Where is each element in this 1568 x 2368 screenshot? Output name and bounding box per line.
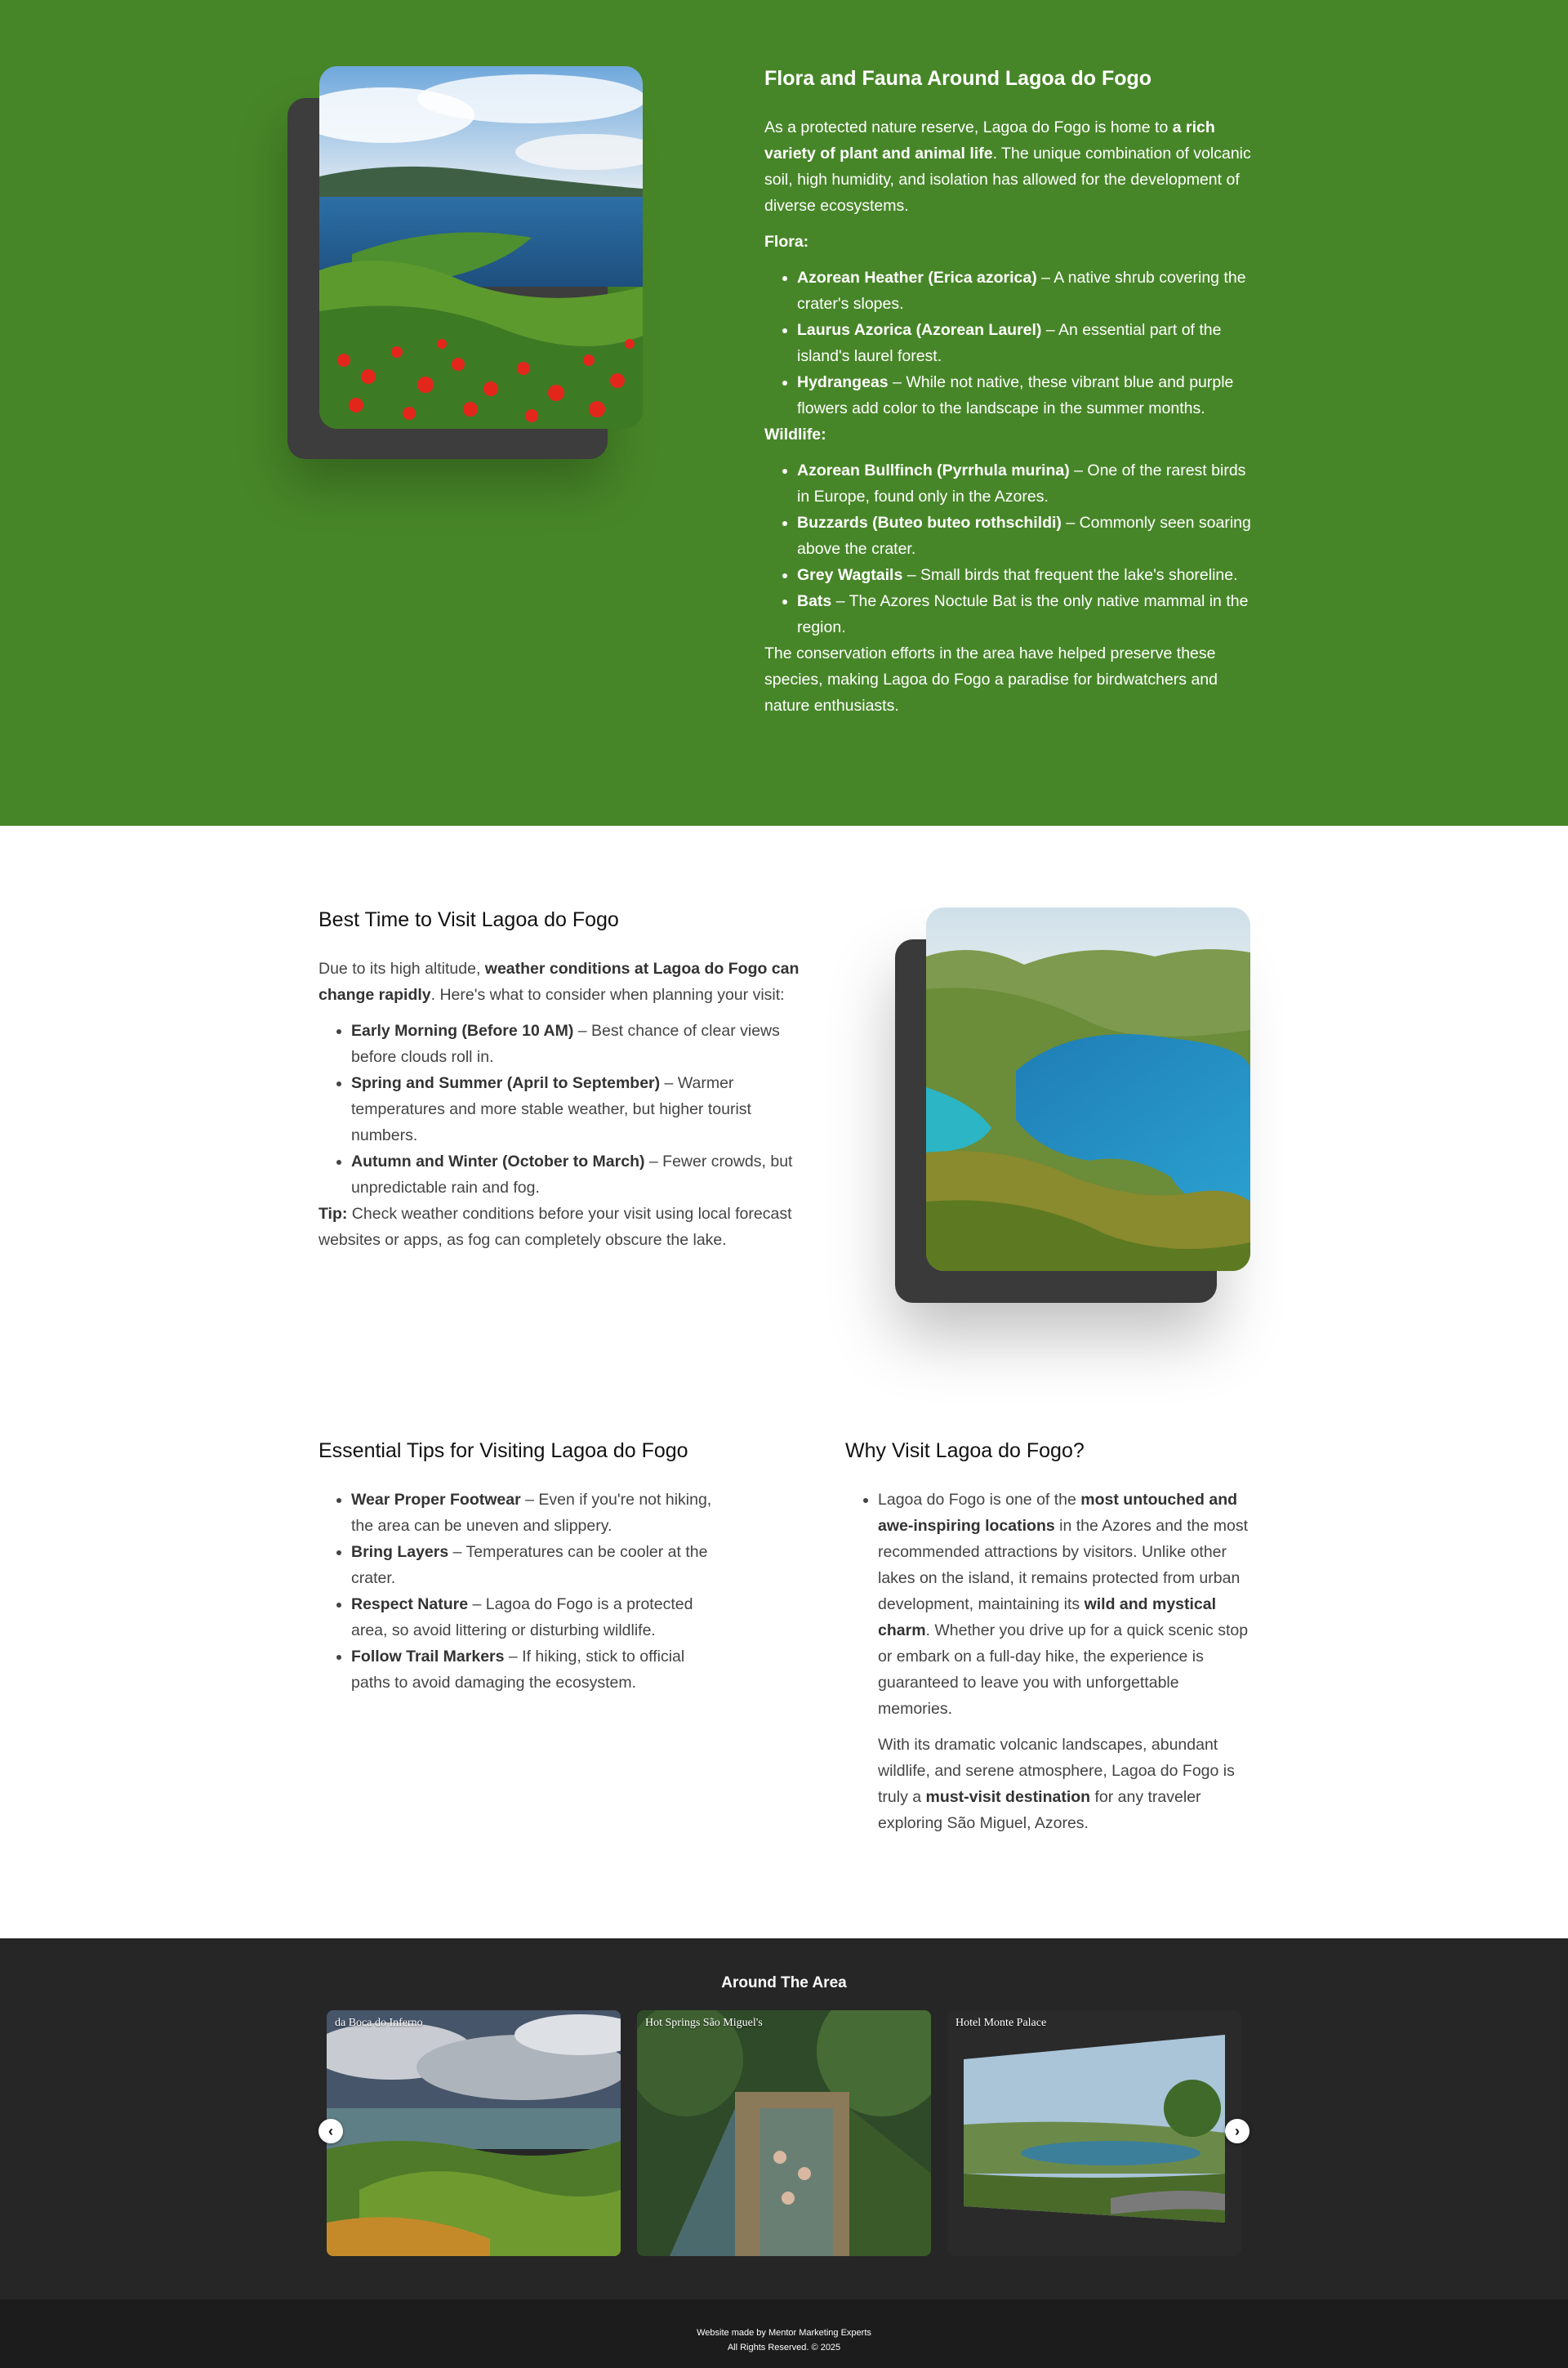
text: in the Azores and the most recommended attractions by visitors. Unlike other lakes on the island, it remains protected from urban development, maintaining its <box>878 1517 1249 1613</box>
highlight: wild and mystical charm <box>878 1595 1217 1639</box>
item-text: – Warmer temperatures and more stable weather, but higher tourist numbers. <box>351 1074 751 1144</box>
item-text: – Small birds that frequent the lake's shoreline. <box>902 566 1238 584</box>
lagoa-crater-photo <box>926 908 1250 1271</box>
item-name: Wear Proper Footwear <box>351 1491 521 1509</box>
item-text: – If hiking, stick to official paths to avoid damaging the ecosystem. <box>351 1648 685 1692</box>
tip-paragraph <box>318 1201 808 1253</box>
carousel-card[interactable] <box>637 2010 931 2256</box>
footer-credit: Website made by Mentor Marketing Experts <box>697 2328 871 2338</box>
list-item <box>797 317 1254 369</box>
list-item <box>797 510 1254 562</box>
item-name: Follow Trail Markers <box>351 1648 505 1666</box>
boca-do-inferno-photo <box>327 2010 621 2256</box>
card-label: da Boca do Inferno <box>335 2017 423 2029</box>
item-name: Hydrangeas <box>797 373 889 391</box>
section-title: Best Time to Visit Lagoa do Fogo <box>318 908 619 931</box>
hot-springs-photo <box>637 2010 931 2256</box>
item-text: – Temperatures can be cooler at the crater. <box>351 1543 708 1587</box>
intro-text-end: . The unique combination of volcanic soil, high humidity, and isolation has allowed for the development of diverse ecosystems. <box>764 145 1251 215</box>
essential-tips-text <box>318 1434 727 1696</box>
carousel-card[interactable] <box>947 2010 1241 2256</box>
hotel-monte-palace-photo <box>947 2010 1241 2256</box>
highlight: must-visit destination <box>925 1788 1091 1806</box>
item-name: Grey Wagtails <box>797 566 903 584</box>
item-text: – A native shrub covering the crater's slopes. <box>797 269 1246 313</box>
lagoa-crater-illustration <box>926 908 1250 1271</box>
item-text: – While not native, these vibrant blue and purple flowers add color to the landscape in the summer months. <box>797 373 1234 417</box>
intro-paragraph <box>764 114 1254 219</box>
around-title: Around The Area <box>721 1974 847 1991</box>
wildlife-label: Wildlife: <box>764 426 826 444</box>
carousel-card[interactable] <box>327 2010 621 2256</box>
text: . Whether you drive up for a quick scenic stop or embark on a full-day hike, the experience is guaranteed to leave you with unforgettable memories. <box>878 1621 1249 1718</box>
item-name: Respect Nature <box>351 1595 469 1613</box>
item-name: Spring and Summer (April to September) <box>351 1074 661 1092</box>
item-name: Autumn and Winter (October to March) <box>351 1153 645 1171</box>
wildlife-list <box>764 457 1254 640</box>
best-time-text <box>318 903 808 1253</box>
item-text: – Fewer crowds, but unpredictable rain and fog. <box>351 1153 793 1197</box>
section-title: Flora and Fauna Around Lagoa do Fogo <box>764 67 1152 90</box>
flora-fauna-text <box>764 62 1254 719</box>
intro-text: Due to its high altitude, <box>318 960 485 978</box>
flora-list <box>764 265 1254 421</box>
intro-text-end: . Here's what to consider when planning your visit: <box>430 986 785 1004</box>
item-name: Early Morning (Before 10 AM) <box>351 1022 574 1040</box>
card-label: Hotel Monte Palace <box>956 2017 1047 2029</box>
item-text: – One of the rarest birds in Europe, found only in the Azores. <box>797 462 1246 506</box>
why-paragraph-2 <box>878 1732 1254 1836</box>
intro-highlight: a rich variety of plant and animal life <box>764 118 1215 163</box>
list-item <box>351 1070 808 1148</box>
list-item <box>797 265 1254 317</box>
list-item <box>797 457 1254 510</box>
card-label: Hot Springs São Miguel's <box>645 2017 763 2029</box>
item-text: – Even if you're not hiking, the area can be uneven and slippery. <box>351 1491 712 1535</box>
item-name: Bats <box>797 592 832 610</box>
item-text: – An essential part of the island's laurel forest. <box>797 321 1222 365</box>
intro-paragraph <box>318 956 808 1008</box>
list-item <box>351 1018 808 1070</box>
list-item <box>797 562 1254 588</box>
site-footer <box>0 2299 1568 2368</box>
footer-copyright: All Rights Reserved. © 2025 <box>727 2343 841 2352</box>
flora-fauna-section <box>0 0 1568 826</box>
text: With its dramatic volcanic landscapes, abundant wildlife, and serene atmosphere, Lagoa do Fogo is truly a <box>878 1736 1235 1806</box>
list-item <box>351 1148 808 1201</box>
item-text: – Lagoa do Fogo is a protected area, so avoid littering or disturbing wildlife. <box>351 1595 693 1639</box>
tip-label: Tip: <box>318 1205 348 1223</box>
carousel-next-button[interactable]: › <box>1225 2119 1250 2143</box>
lagoa-flowers-illustration <box>319 66 643 429</box>
section-title: Essential Tips for Visiting Lagoa do Fogo <box>318 1439 688 1462</box>
text: for any traveler exploring São Miguel, Azores. <box>878 1788 1201 1832</box>
list-item <box>351 1591 727 1643</box>
section-title: Why Visit Lagoa do Fogo? <box>845 1439 1085 1462</box>
list-item <box>797 588 1254 640</box>
essential-tips-list <box>318 1487 727 1696</box>
highlight: most untouched and awe-inspiring locations <box>878 1491 1238 1535</box>
item-text: – Commonly seen soaring above the crater. <box>797 514 1251 558</box>
item-name: Buzzards (Buteo buteo rothschildi) <box>797 514 1062 532</box>
lagoa-flowers-photo <box>319 66 643 429</box>
item-text: – Best chance of clear views before clouds roll in. <box>351 1022 780 1066</box>
closing-paragraph: The conservation efforts in the area have helped preserve these species, making Lagoa do Fogo a paradise for birdwatchers and nature enthusiasts. <box>764 644 1218 715</box>
tip-text: Check weather conditions before your visit using local forecast websites or apps, as fog can completely obscure the lake. <box>318 1205 792 1249</box>
why-paragraph-1 <box>878 1487 1254 1722</box>
list-item <box>878 1487 1254 1836</box>
item-name: Bring Layers <box>351 1543 449 1561</box>
carousel-prev-button[interactable]: ‹ <box>318 2119 343 2143</box>
item-name: Azorean Bullfinch (Pyrrhula murina) <box>797 462 1070 479</box>
intro-highlight: weather conditions at Lagoa do Fogo can change rapidly <box>318 960 800 1004</box>
item-name: Laurus Azorica (Azorean Laurel) <box>797 321 1042 339</box>
list-item <box>351 1539 727 1591</box>
list-item <box>351 1643 727 1696</box>
intro-text: As a protected nature reserve, Lagoa do Fogo is home to <box>764 118 1173 136</box>
flora-label: Flora: <box>764 233 809 251</box>
text: Lagoa do Fogo is one of the <box>878 1491 1081 1509</box>
why-visit-text <box>845 1434 1254 1836</box>
list-item <box>797 369 1254 421</box>
item-name: Azorean Heather (Erica azorica) <box>797 269 1037 287</box>
best-time-list <box>318 1018 808 1201</box>
why-visit-list <box>845 1487 1254 1836</box>
list-item <box>351 1487 727 1539</box>
item-text: – The Azores Noctule Bat is the only native mammal in the region. <box>797 592 1249 636</box>
